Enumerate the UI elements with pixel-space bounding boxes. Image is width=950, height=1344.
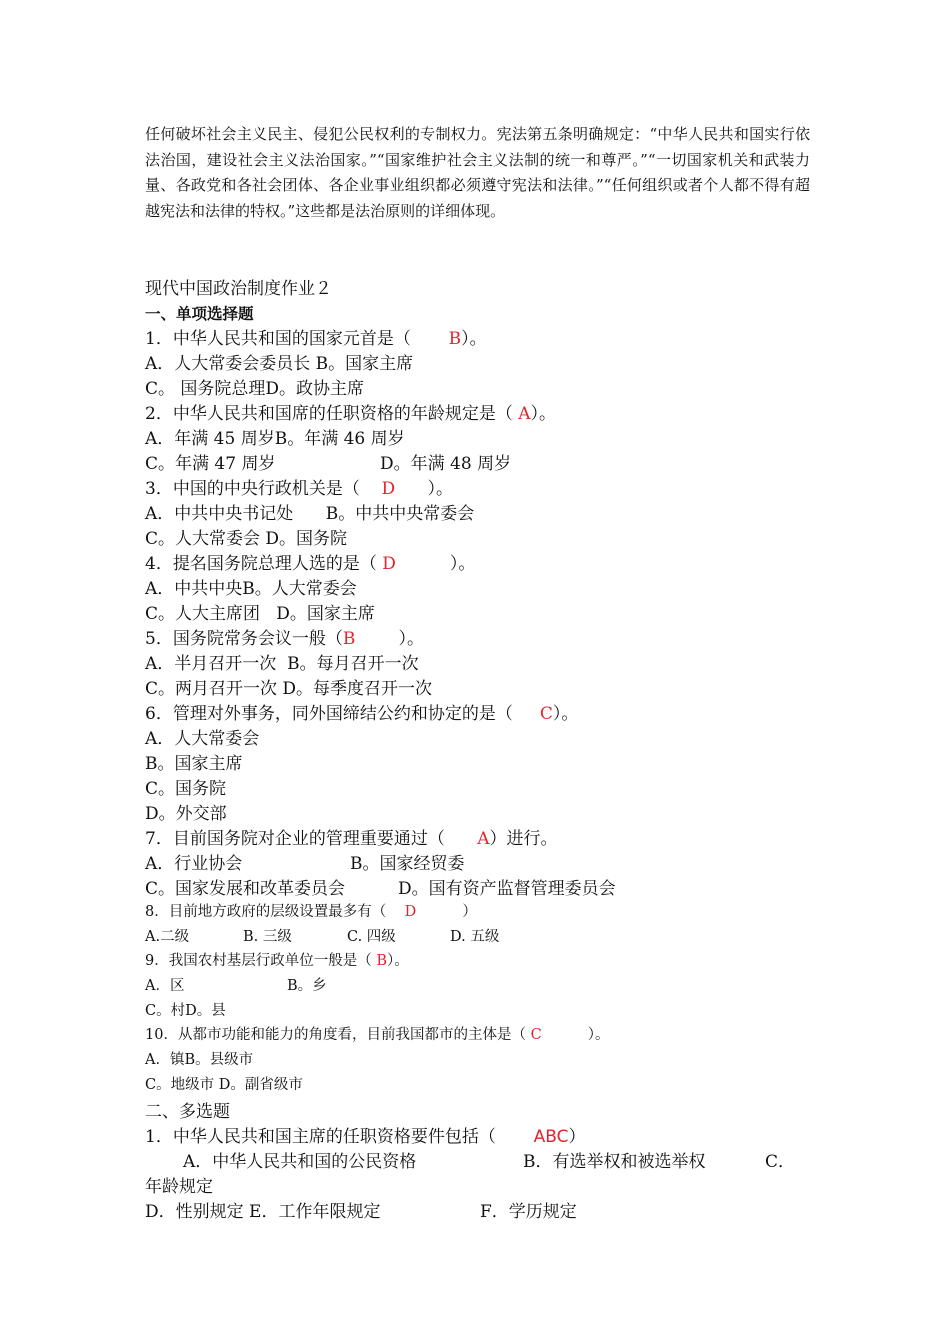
answer-q7: A bbox=[477, 829, 490, 849]
multi-question-1-option-c: 年龄规定 bbox=[145, 1177, 213, 1197]
question-7-option-c: C。国家发展和改革委员会 bbox=[145, 879, 346, 899]
intro-paragraph: 任何破坏社会主义民主、侵犯公民权利的专制权力。宪法第五条明确规定：“中华人民共和国实行依法治国，建设社会主义法治国家。”“国家维护社会主义法制的统一和尊严。”“一切国家机关和武装力量、各政党和各社会团体、各企业事业组织都必须遵守宪法和法律。”“任何组织或者个人都不得有超越宪法和法律的特权。”这些都是法治原则的详细体现。 bbox=[145, 125, 810, 220]
question-9-option-a: A．区 bbox=[145, 978, 185, 994]
question-5-options-cd: C。两月召开一次 D。每季度召开一次 bbox=[145, 679, 433, 699]
question-7: 7．目前国务院对企业的管理重要通过（ A）进行。 bbox=[145, 829, 558, 849]
question-9-option-b: B。乡 bbox=[287, 978, 327, 994]
answer-q6: C bbox=[539, 704, 553, 724]
question-3-options-cd: C。人大常委会 D。国务院 bbox=[145, 529, 348, 549]
answer-q5: B bbox=[342, 629, 356, 649]
question-2: 2．中华人民共和国席的任职资格的年龄规定是（ A）。 bbox=[145, 404, 556, 424]
assignment-title: 现代中国政治制度作业２ bbox=[145, 279, 332, 299]
question-6-option-c: C。国务院 bbox=[145, 779, 227, 799]
section-heading-single-choice: 一、单项选择题 bbox=[145, 304, 254, 323]
answer-q4: D bbox=[382, 554, 396, 574]
question-6-option-a: A．人大常委会 bbox=[145, 729, 260, 749]
question-7-option-d: D。国有资产监督管理委员会 bbox=[398, 879, 616, 899]
multi-question-1-option-c-label: C． bbox=[765, 1152, 796, 1172]
multi-question-1-option-a: A．中华人民共和国的公民资格 bbox=[183, 1152, 417, 1172]
question-10-options-ab: A．镇B。县级市 bbox=[145, 1052, 254, 1068]
answer-q9: B bbox=[376, 953, 387, 969]
multi-question-1-options-de: D．性别规定 E．工作年限规定 bbox=[145, 1202, 381, 1222]
question-6: 6．管理对外事务，同外国缔结公约和协定的是（ C）。 bbox=[145, 704, 579, 724]
question-2-options-ab: A．年满 45 周岁B。年满 46 周岁 bbox=[145, 429, 405, 449]
question-8-option-c: C. 四级 bbox=[347, 929, 396, 945]
multi-question-1-option-b: B．有选举权和被选举权 bbox=[523, 1152, 706, 1172]
answer-q10: C bbox=[530, 1027, 542, 1043]
answer-m1: ABC bbox=[533, 1127, 569, 1147]
question-10-options-cd: C。地级市 D。副省级市 bbox=[145, 1077, 303, 1093]
question-9-options-cd: C。村D。县 bbox=[145, 1003, 226, 1019]
question-7-option-a: A．行业协会 bbox=[145, 854, 243, 874]
multi-question-1-option-f: F．学历规定 bbox=[480, 1202, 577, 1222]
question-8: 8．目前地方政府的层级设置最多有（ D ） bbox=[145, 904, 477, 920]
question-2-option-c: C。年满 47 周岁 bbox=[145, 454, 276, 474]
question-8-option-a: A.二级 bbox=[145, 929, 190, 945]
document-page bbox=[145, 122, 810, 1222]
question-4: 4．提名国务院总理人选的是（ D ）。 bbox=[145, 554, 476, 574]
question-1-options-cd: C。 国务院总理D。政协主席 bbox=[145, 379, 365, 399]
multi-question-1: 1．中华人民共和国主席的任职资格要件包括（ ABC） bbox=[145, 1127, 586, 1147]
question-9: 9．我国农村基层行政单位一般是（ B）。 bbox=[145, 953, 409, 969]
question-1-options-ab: A．人大常委会委员长 B。国家主席 bbox=[145, 354, 414, 374]
question-6-option-b: B。国家主席 bbox=[145, 754, 243, 774]
question-3-options-ab: A．中共中央书记处 B。中共中央常委会 bbox=[145, 504, 475, 524]
question-4-options-ab: A．中共中央B。人大常委会 bbox=[145, 579, 357, 599]
answer-q3: D bbox=[381, 479, 396, 499]
answer-q2: A bbox=[518, 404, 531, 424]
question-4-options-cd: C。人大主席团 D。国家主席 bbox=[145, 604, 375, 624]
question-3: 3．中国的中央行政机关是（ D ）。 bbox=[145, 479, 454, 499]
answer-q1: B bbox=[448, 329, 462, 349]
question-8-option-d: D. 五级 bbox=[450, 929, 500, 945]
question-7-option-b: B。国家经贸委 bbox=[350, 854, 465, 874]
question-2-option-d: D。年满 48 周岁 bbox=[380, 454, 512, 474]
question-6-option-d: D。外交部 bbox=[145, 804, 227, 824]
question-10: 10．从都市功能和能力的角度看，目前我国都市的主体是（ C ）。 bbox=[145, 1027, 610, 1043]
section-heading-multiple-choice: 二、多选题 bbox=[145, 1102, 230, 1122]
question-1: 1．中华人民共和国的国家元首是（ B）。 bbox=[145, 329, 487, 349]
question-8-option-b: B. 三级 bbox=[243, 929, 292, 945]
answer-q8: D bbox=[404, 904, 417, 920]
question-5: 5．国务院常务会议一般（B ）。 bbox=[145, 629, 425, 649]
question-5-options-ab: A．半月召开一次 B。每月召开一次 bbox=[145, 654, 419, 674]
